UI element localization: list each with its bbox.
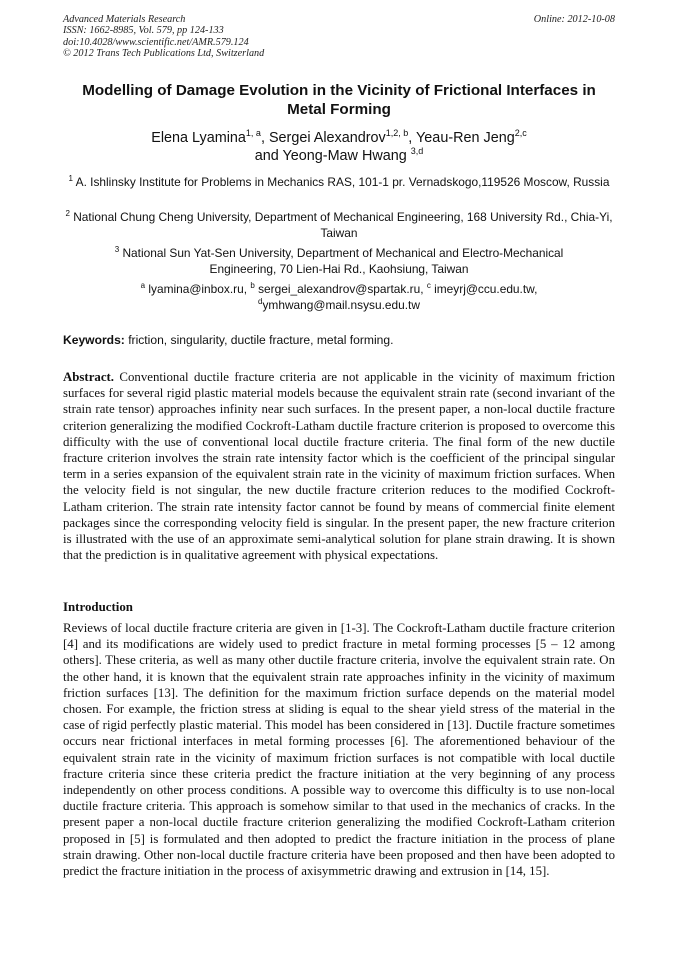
affiliation-text: National Chung Cheng University, Department of Mechanical Engineering, 168 University Rd., Chia-Yi, Taiwan [73,210,613,240]
email-link[interactable]: lyamina@inbox.ru, [148,282,251,296]
author-separator: , [260,130,269,146]
author-conjunction: and [254,147,283,164]
email-link[interactable]: sergei_alexandrov@spartak.ru, [258,282,427,296]
issn-line: ISSN: 1662-8985, Vol. 579, pp 124-133 [63,25,224,37]
keywords-line [63,333,615,348]
author-list [63,130,615,165]
author-affiliation-mark: 1,2, b [385,128,409,138]
abstract-text: Conventional ductile fracture criteria are not applicable in the vicinity of maximum friction surfaces for several rigid plastic material models because the equivalent strain rate (second invariant of the strain rate tensor) approaches infinity near such surfaces. In the present paper, a non-local ductile fracture criterion generalizing the modified Cockroft-Latham ductile fracture criterion is proposed to overcome this difficulty with the use of conventional local ductile fracture criteria. The final form of the new ductile fracture criterion involves the strain rate intensity factor which is the coefficient of the principal singular term in a series expansion of the equivalent strain rate in the vicinity of maximum friction surfaces. When the velocity field is not singular, the new ductile fracture criterion reduces to the modified Cockroft-Latham criterion. The strain rate intensity factor cannot be found by means of commercial finite element packages since the corresponding velocity field is singular. In the present paper, the new fracture criterion is illustrated with the use of an approximate semi-analytical solution for plane strain drawing. It is shown that the prediction is in qualitative agreement with physical expectations. [63,370,615,563]
doi-line[interactable]: doi:10.4028/www.scientific.net/AMR.579.124 [63,36,249,48]
abstract-label: Abstract. [63,370,115,384]
affiliation-mark: 3 [114,245,120,254]
affiliation-text: A. Ishlinsky Institute for Problems in Mechanics RAS, 101-1 pr. Vernadskogo,119526 Moscow, Russia [75,175,610,189]
affiliation-2 [63,210,615,241]
journal-header [63,14,615,60]
affiliation-text: National Sun Yat-Sen University, Department of Mechanical and Electro-Mechanical Engineering, 70 Lien-Hai Rd., Kaohsiung, Taiwan [122,246,564,276]
author-name: Yeau-Ren Jeng [416,130,515,146]
copyright-line: © 2012 Trans Tech Publications Ltd, Switzerland [63,48,265,60]
email-list [63,282,615,313]
paper-title: Modelling of Damage Evolution in the Vicinity of Frictional Interfaces in Metal Forming [82,82,596,118]
author-separator: , [408,130,417,146]
keywords-text: friction, singularity, ductile fracture, metal forming. [124,333,394,347]
author-name: Sergei Alexandrov [268,130,386,146]
keywords-label: Keywords: [63,333,125,347]
email-mark: b [250,281,255,290]
introduction-heading: Introduction [63,600,133,614]
email-mark: a [140,281,146,290]
email-mark: d [258,296,263,306]
author-affiliation-mark: 3,d [410,145,424,156]
online-date: Online: 2012-10-08 [533,14,615,25]
author-affiliation-mark: 2,c [514,128,527,138]
affiliation-mark: 2 [65,209,70,218]
author-affiliation-mark: 1, a [245,128,261,138]
email-mark: c [426,281,431,290]
affiliation-3 [95,246,583,277]
introduction-paragraph: Reviews of local ductile fracture criteria are given in [1-3]. The Cockroft-Latham ductile fracture criterion [4] and its modifications are widely used to predict fracture in metal forming processes [5 – 12 among others]. These criteria, as well as many other ductile fracture criteria, involve the equivalent strain rate. On the other hand, it is known that the equivalent strain rate approaches infinity in the vicinity of maximum friction surfaces [13]. The definition for the maximum friction surface depends on the material model chosen. For example, the friction stress at sliding is equal to the shear yield stress of the material in the case of rigid perfectly plastic material. This model has been considered in [13]. Ductile fracture sometimes occurs near frictional interfaces in metal forming processes [6]. The aforementioned behaviour of the equivalent strain rate in the vicinity of maximum friction surfaces is not compatible with local ductile fracture criteria since these criteria predict the fracture initiation at the very beginning of any process independently on other process conditions. A possible way to overcome this difficulty is to use non-local ductile fracture criteria. This approach is somehow similar to that used in the mechanics of cracks. In the present paper a non-local ductile fracture criterion generalizing the modified Cockroft-Latham criterion proposed in [5] is formulated and then adopted to predict the fracture initiation in the process of plane strain drawing. Other non-local ductile fracture criteria have been proposed and then have been adopted to predict the fracture initiation in the process of axisymmetric drawing and extrusion in [14, 15]. [63,621,615,879]
journal-name: Advanced Materials Research [63,14,186,25]
author-name: Yeong-Maw Hwang [282,147,411,164]
abstract-paragraph [63,369,615,563]
affiliation-1 [63,175,615,191]
affiliation-mark: 1 [68,174,73,183]
email-link[interactable]: ymhwang@mail.nsysu.edu.tw [262,297,420,312]
email-link[interactable]: imeyrj@ccu.edu.tw, [434,282,538,296]
author-name: Elena Lyamina [151,130,246,146]
